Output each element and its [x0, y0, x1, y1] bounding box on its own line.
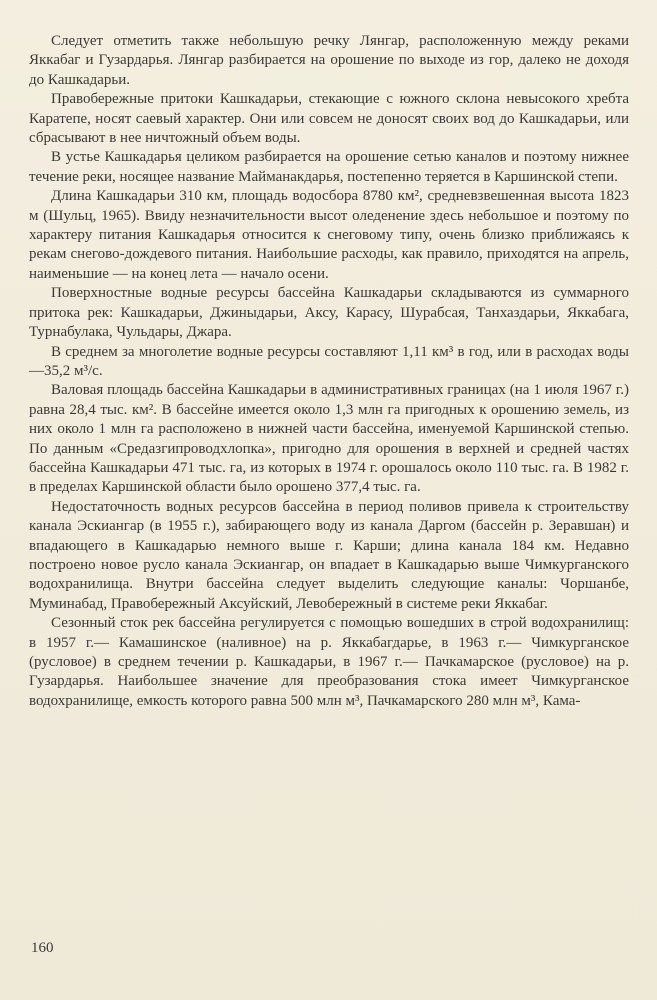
paragraph-lyangar: Следует отметить также небольшую речку Лянгар, расположенную между реками Яккабаг и Гузардарья. Лянгар разбирается на орошение по выходе из гор, далеко не доходя до Кашкадарьи.	[29, 33, 629, 88]
paragraph-river-mouth: В устье Кашкадарья целиком разбирается на орошение сетью каналов и поэтому нижнее течение реки, носящее название Майманакдарья, постепенно теряется в Каршинской степи.	[29, 149, 629, 185]
paragraph-canals: Недостаточность водных ресурсов бассейна в период поливов привела к строительству канала Эскиангар (в 1955 г.), забирающего воду из канала Даргом (бассейн р. Зеравшан) и впадающего в Кашкадарью немного выше г. Карши; длина канала 184 км. Недавно построено новое русло канала Эскиангар, он впадает в Кашкадарью выше Чимкурганского водохранилища. Внутри бассейна следует выделить следующие каналы: Чоршанбе, Муминабад, Правобережный Аксуйский, Левобережный в системе реки Яккабаг.	[29, 498, 629, 612]
paragraph-surface-resources: Поверхностные водные ресурсы бассейна Кашкадарьи складываются из суммарного притока рек: Кашкадарьи, Джиныдарьи, Аксу, Карасу, Шурабсая, Танхаздарьи, Яккабага, Турнабулака, Чульдары, Джара.	[29, 285, 629, 341]
page-number: 160	[31, 940, 54, 956]
paragraph-basin-area: Валовая площадь бассейна Кашкадарьи в административных границах (на 1 июля 1967 г.) равна 28,4 тыс. км². В бассейне имеется около 1,3 млн га пригодных к орошению земель, из них около 1 млн га расположено в нижней части бассейна, именуемой Каршинской степью. По данным «Средазгипроводхлопка», пригодно для орошения в верхней и средней частях бассейна Кашкадарьи 471 тыс. га, из которых в 1974 г. орошалось около 110 тыс. га. В 1982 г. в пределах Каршинской области было орошено 377,4 тыс. га.	[29, 382, 629, 496]
paragraph-average-resources: В среднем за многолетие водные ресурсы составляют 1,11 км³ в год, или в расходах воды —35,2 м³/с.	[29, 343, 629, 379]
body-text	[29, 32, 629, 711]
paragraph-right-tributaries: Правобережные притоки Кашкадарьи, стекающие с южного склона невысокого хребта Каратепе, носят саевый характер. Они или совсем не доносят своих вод до Кашкадарьи, или сбрасывают в нее ничтожный объем воды.	[29, 91, 629, 147]
paragraph-reservoirs: Сезонный сток рек бассейна регулируется с помощью вошедших в строй водохранилищ: в 1957 г.— Камашинское (наливное) на р. Яккабагдарье, в 1963 г.— Чимкурганское (русловое) в среднем течении р. Кашкадарьи, в 1967 г.— Пачкамарское (русловое) на р. Гузардарья. Наибольшее значение для преобразования стока имеет Чимкурганское водохранилище, емкость которого равна 500 млн м³, Пачкамарского 280 млн м³, Кама-	[29, 615, 629, 709]
paragraph-river-length: Длина Кашкадарьи 310 км, площадь водосбора 8780 км², средневзвешенная высота 1823 м (Шульц, 1965). Ввиду незначительности высот оледенение здесь небольшое и поэтому по характеру питания Кашкадарья относится к снеговому типу, очень близко приближаясь к рекам снегово-дождевого питания. Наибольшие расходы, как правило, приходятся на апрель, наименьшие — на конец лета — начало осени.	[29, 188, 629, 282]
